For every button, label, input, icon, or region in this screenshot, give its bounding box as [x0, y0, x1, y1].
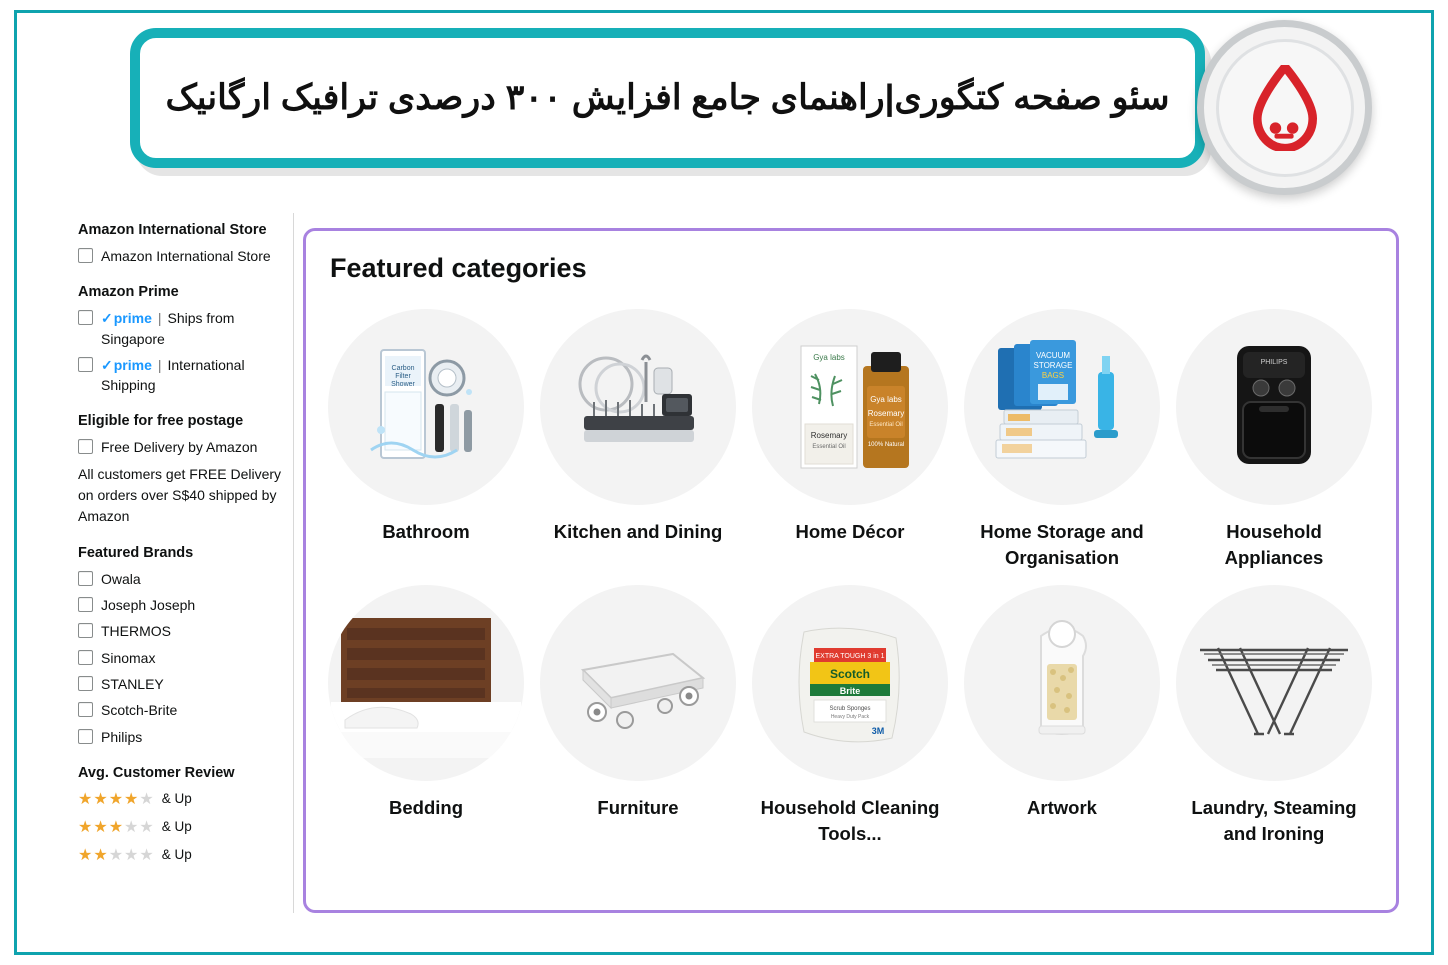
prime-text: prime [113, 356, 152, 373]
filter-group-heading: Featured Brands [78, 544, 194, 561]
category-tile-artwork[interactable] [956, 585, 1168, 847]
featured-categories-card [303, 228, 1399, 913]
filter-label: Joseph Joseph [101, 597, 196, 614]
page-title: Featured categories [330, 253, 587, 283]
star-rating-icon: ★★★★★ [78, 846, 155, 864]
prime-wrap [101, 308, 294, 349]
checkbox-icon[interactable] [78, 310, 93, 325]
category-tile-bedding[interactable] [320, 585, 532, 847]
category-label: Furniture [597, 796, 679, 818]
prime-badge-icon: ✓ prime [101, 355, 152, 375]
star-rating-icon: ★★★★★ [78, 790, 155, 808]
filter-row-free-delivery[interactable] [78, 437, 294, 457]
svg-text:Gya labs: Gya labs [870, 395, 902, 404]
checkbox-icon[interactable] [78, 702, 93, 717]
separator: | [157, 356, 162, 373]
checkbox-icon[interactable] [78, 357, 93, 372]
filter-row-prime-international-shipping[interactable] [78, 355, 294, 396]
separator: | [157, 310, 162, 327]
checkbox-icon[interactable] [78, 248, 93, 263]
svg-text:PHILIPS: PHILIPS [1260, 359, 1288, 366]
rating-filter-2-up[interactable] [78, 845, 294, 865]
prime-badge-icon: ✓ prime [101, 308, 152, 328]
svg-text:Carbon: Carbon [391, 365, 415, 372]
filter-row-prime-ships-from-singapore[interactable] [78, 308, 294, 349]
filter-label: Owala [101, 570, 141, 587]
category-label: Home Storage and Organisation [980, 521, 1144, 568]
rating-suffix: & Up [161, 819, 192, 835]
blood-drop-logo [1197, 20, 1372, 195]
filter-row-brand-owala[interactable] [78, 569, 294, 589]
svg-text:Brite: Brite [839, 685, 861, 696]
filter-row[interactable] [78, 246, 294, 266]
category-label: Kitchen and Dining [553, 521, 723, 542]
checkbox-icon[interactable] [78, 650, 93, 665]
blood-drop-icon [1248, 65, 1322, 151]
scotch-brite-sponges-product-image [752, 585, 948, 781]
filter-row-brand-joseph-joseph[interactable] [78, 595, 294, 615]
filter-row-brand-philips[interactable] [78, 727, 294, 747]
filter-group-featured-brands [78, 545, 294, 747]
checkbox-icon[interactable] [78, 729, 93, 744]
svg-text:STORAGE: STORAGE [1033, 361, 1072, 370]
filter-label: Free Delivery by Amazon [101, 439, 258, 456]
rating-suffix: & Up [161, 847, 192, 863]
category-label: Laundry, Steaming and Ironing [1191, 796, 1357, 844]
filter-group-international-store [78, 222, 294, 266]
filter-row-brand-sinomax[interactable] [78, 648, 294, 668]
category-tile-household-cleaning-tools[interactable] [744, 585, 956, 847]
svg-text:VACUUM: VACUUM [1035, 351, 1070, 360]
rosemary-essential-oil-product-image [752, 309, 948, 505]
svg-text:Rosemary: Rosemary [810, 431, 848, 440]
checkbox-icon[interactable] [78, 623, 93, 638]
bathroom-shower-head-product-image [328, 309, 524, 505]
svg-text:Scotch: Scotch [829, 666, 871, 681]
svg-text:EXTRA TOUGH 3 in 1: EXTRA TOUGH 3 in 1 [815, 652, 885, 660]
svg-text:100% Natural: 100% Natural [867, 442, 905, 448]
filter-label: STANLEY [101, 675, 164, 692]
filter-group-amazon-prime [78, 284, 294, 395]
filter-label: THERMOS [101, 623, 171, 640]
category-tile-home-decor[interactable] [744, 309, 956, 571]
category-label: Household Appliances [1224, 521, 1324, 568]
prime-text: prime [113, 310, 152, 327]
category-tile-bathroom[interactable] [320, 309, 532, 571]
category-tile-household-appliances[interactable] [1168, 309, 1380, 571]
rating-suffix: & Up [161, 791, 192, 807]
filter-group-heading: Amazon International Store [78, 222, 267, 238]
filter-label: Amazon International Store [101, 248, 271, 264]
filter-group-heading: Avg. Customer Review [78, 764, 235, 781]
furniture-dolly-product-image [540, 585, 736, 781]
rating-filter-3-up[interactable] [78, 817, 294, 837]
dish-drying-rack-product-image [540, 309, 736, 505]
checkbox-icon[interactable] [78, 439, 93, 454]
filter-group-free-postage [78, 413, 294, 526]
category-label: Artwork [1027, 796, 1097, 818]
category-tile-laundry-steaming-and-ironing[interactable] [1168, 585, 1380, 847]
category-label: Bathroom [382, 521, 470, 542]
category-tile-furniture[interactable] [532, 585, 744, 847]
filter-row-brand-scotch-brite[interactable] [78, 700, 294, 720]
ceramic-vase-artwork-product-image [964, 585, 1160, 781]
category-label: Household Cleaning Tools... [760, 796, 940, 844]
filter-group-heading: Amazon Prime [78, 284, 179, 301]
category-label: Home Décor [795, 521, 905, 542]
clothes-drying-rack-product-image [1176, 585, 1372, 781]
rating-filter-4-up[interactable] [78, 789, 294, 809]
filter-row-brand-thermos[interactable] [78, 621, 294, 641]
filter-row-brand-stanley[interactable] [78, 674, 294, 694]
filter-group-heading: Eligible for free postage [78, 413, 244, 430]
svg-text:Gya labs: Gya labs [813, 353, 845, 362]
banner-title: سئو صفحه کتگوری|راهنمای جامع افزایش ۳۰۰ درصدی ترافیک ارگانیک [165, 78, 1170, 118]
svg-text:Filter: Filter [395, 373, 411, 380]
svg-text:Essential Oil: Essential Oil [869, 422, 903, 428]
svg-text:3M: 3M [871, 725, 885, 736]
star-rating-icon: ★★★★★ [78, 818, 155, 836]
filter-label: Philips [101, 728, 143, 745]
category-label: Bedding [389, 796, 463, 818]
filters-sidebar [78, 222, 294, 883]
svg-text:Heavy Duty Pack: Heavy Duty Pack [830, 713, 870, 720]
filter-label: International Shipping [101, 356, 245, 394]
free-delivery-note: All customers get FREE Delivery on orders over S$40 shipped by Amazon [78, 465, 282, 524]
filter-group-avg-customer-review [78, 765, 294, 865]
category-tile-kitchen-and-dining[interactable] [532, 309, 744, 571]
banner [130, 28, 1205, 168]
logo-inner-circle [1216, 39, 1354, 177]
svg-text:Shower: Shower [391, 381, 415, 388]
philips-air-fryer-product-image [1176, 309, 1372, 505]
svg-text:Rosemary: Rosemary [867, 409, 905, 418]
vacuum-storage-bags-product-image [964, 309, 1160, 505]
checkbox-icon[interactable] [78, 676, 93, 691]
checkbox-icon[interactable] [78, 571, 93, 586]
svg-text:Essential Oil: Essential Oil [812, 444, 846, 450]
filter-label: Ships from Singapore [101, 310, 235, 347]
categories-grid [320, 309, 1380, 847]
category-tile-home-storage-and-organisation[interactable] [956, 309, 1168, 571]
svg-text:Scrub Sponges: Scrub Sponges [829, 705, 871, 712]
bed-with-pillow-product-image [328, 585, 524, 781]
svg-text:BAGS: BAGS [1041, 371, 1064, 380]
filter-label: Scotch-Brite [101, 702, 178, 719]
prime-wrap [101, 355, 294, 396]
checkbox-icon[interactable] [78, 597, 93, 612]
filter-label: Sinomax [101, 649, 156, 666]
sidebar-divider [293, 213, 294, 913]
